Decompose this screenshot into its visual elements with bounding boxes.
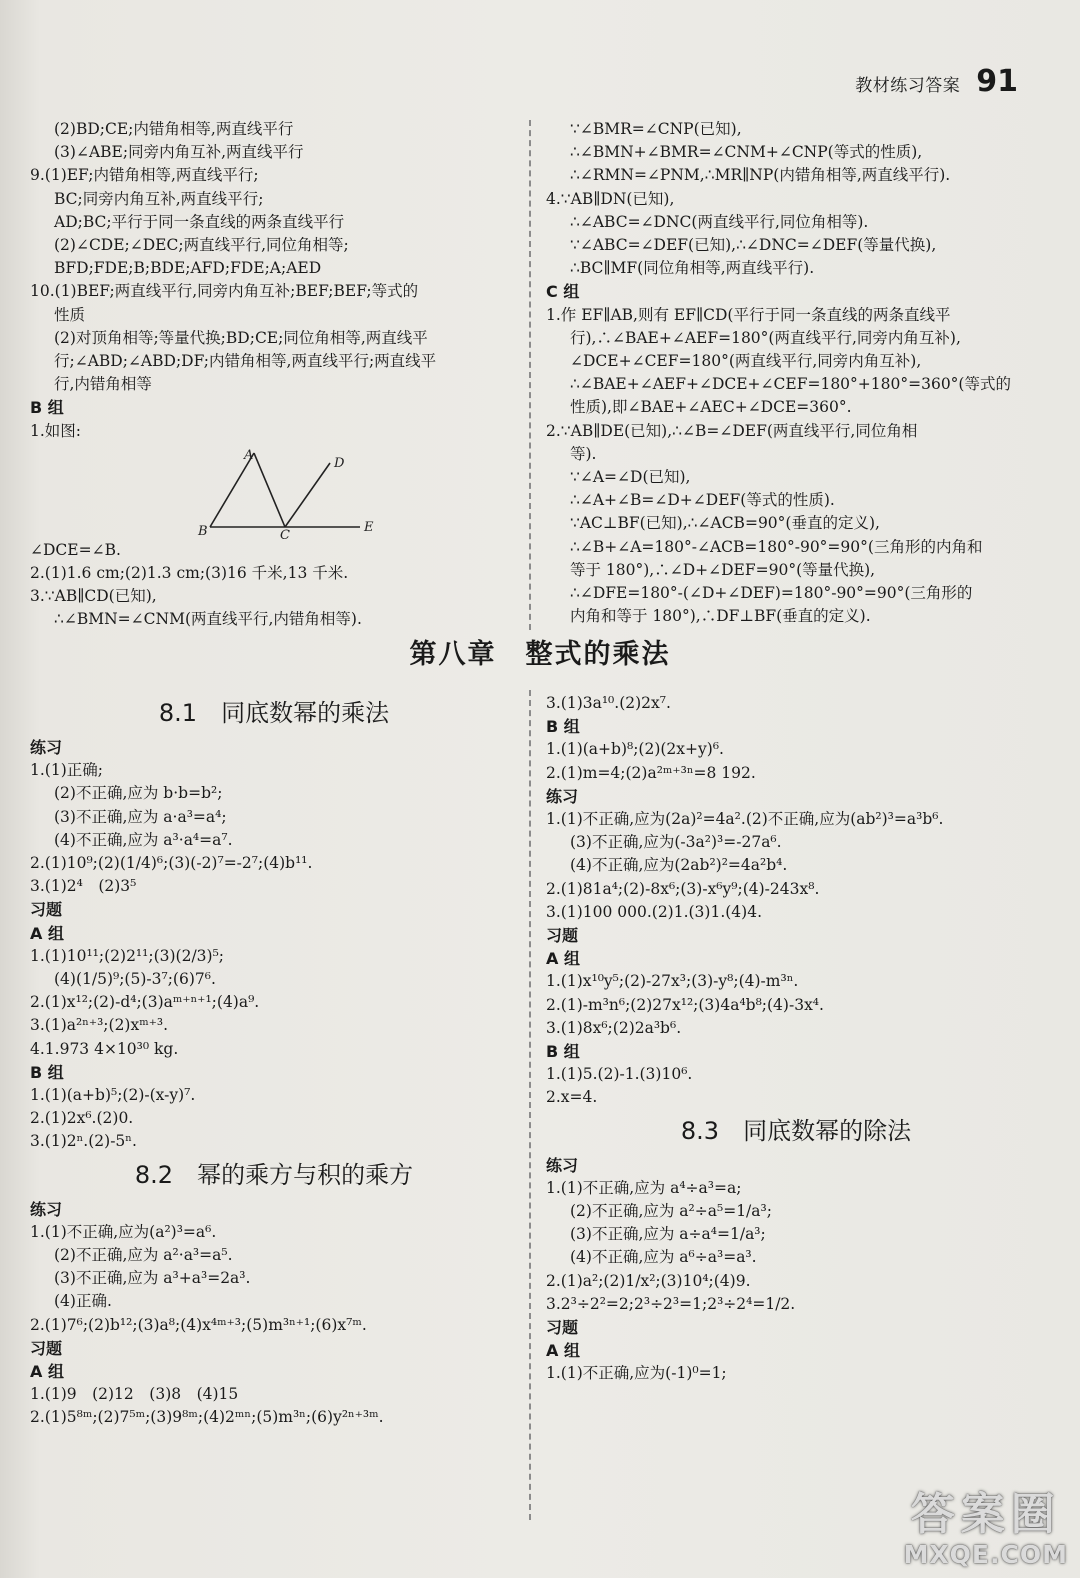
answer-line: (4)不正确,应为 a⁶÷a³=a³. — [570, 1248, 757, 1267]
answer-line: (4)不正确,应为(2ab²)²=4a²b⁴. — [570, 856, 788, 875]
answer-line: (2)不正确,应为 a²÷a⁵=1/a³; — [570, 1202, 772, 1221]
answer-line: 行,内错角相等 — [54, 375, 152, 394]
answer-line: 2.(1)81a⁴;(2)-8x⁶;(3)-x⁶y⁹;(4)-243x⁸. — [546, 879, 820, 898]
answer-line: 4.∵AB∥DN(已知), — [546, 189, 675, 208]
answer-line: 2.(1)m=4;(2)a²ᵐ⁺³ⁿ=8 192. — [546, 763, 756, 782]
subheading: 练习 — [30, 1199, 63, 1219]
answer-line: 内角和等于 180°),∴DF⊥BF(垂直的定义). — [570, 607, 871, 626]
geometry-diagram — [30, 443, 518, 539]
answer-line: 3.(1)3a¹⁰.(2)2x⁷. — [546, 694, 671, 712]
answer-line: (4)正确. — [54, 1292, 112, 1311]
answer-line: 9.(1)EF;内错角相等,两直线平行; — [30, 166, 259, 185]
column-divider-bottom — [529, 690, 531, 1520]
group-heading: B 组 — [546, 717, 580, 737]
segment-cd — [285, 463, 330, 527]
answer-line: 1.如图: — [30, 421, 82, 440]
point-label-a: A — [244, 447, 254, 463]
answer-line: ∴∠BAE+∠AEF+∠DCE+∠CEF=180°+180°=360°(等式的 — [570, 375, 1011, 394]
subheading: 练习 — [546, 786, 579, 806]
section-title: 8.1 同底数幂的乘法 — [158, 699, 390, 727]
answer-line: (2)对顶角相等;等量代换;BD;CE;同位角相等,两直线平 — [54, 328, 428, 347]
column-divider-top — [529, 120, 531, 630]
answer-line: 10.(1)BEF;两直线平行,同旁内角互补;BEF;BEF;等式的 — [30, 282, 419, 301]
subheading: 习题 — [546, 926, 579, 946]
page-number: 91 — [976, 64, 1018, 99]
answer-line: 3.2³÷2²=2;2³÷2³=1;2³÷2⁴=1/2. — [546, 1294, 796, 1313]
answer-line: 1.(1)不正确,应为 a⁴÷a³=a; — [546, 1178, 742, 1197]
watermark-logo-text: 答案圈 — [910, 1489, 1061, 1540]
answer-line: 3.(1)2⁴ (2)3⁵ — [30, 877, 137, 896]
section-title: 8.2 幂的乘方与积的乘方 — [134, 1160, 414, 1189]
answer-line: 2.(1)-m³n⁶;(2)27x¹²;(3)4a⁴b⁸;(4)-3x⁴. — [546, 995, 824, 1014]
answer-line: ∵∠ABC=∠DEF(已知),∴∠DNC=∠DEF(等量代换), — [570, 236, 937, 255]
answer-line: ∴∠B+∠A=180°-∠ACB=180°-90°=90°(三角形的内角和 — [570, 537, 983, 556]
answer-line: 1.(1)9 (2)12 (3)8 (4)15 — [30, 1385, 239, 1404]
answer-line: 3.(1)a²ⁿ⁺³;(2)xᵐ⁺³. — [30, 1016, 169, 1035]
subheading: 练习 — [546, 1155, 579, 1175]
answer-line: 1.(1)不正确,应为(-1)⁰=1; — [546, 1364, 727, 1383]
answer-line: (4)(1/5)⁹;(5)-3⁷;(6)7⁶. — [54, 970, 216, 989]
header-label: 教材练习答案 — [855, 76, 961, 96]
answer-line: 2.(1)1.6 cm;(2)1.3 cm;(3)16 千米,13 千米. — [30, 564, 349, 583]
segment-ba — [210, 453, 254, 527]
answer-line: 1.(1)正确; — [30, 761, 103, 780]
answer-line: ∵∠BMR=∠CNP(已知), — [570, 120, 742, 138]
group-heading: C 组 — [546, 282, 580, 302]
group-heading: A 组 — [546, 1341, 580, 1361]
answer-line: 行),∴∠BAE+∠AEF=180°(两直线平行,同旁内角互补), — [570, 328, 961, 347]
group-heading: A 组 — [546, 949, 580, 969]
point-label-d: D — [334, 455, 345, 471]
answer-line: ∴∠ABC=∠DNC(两直线平行,同位角相等). — [570, 212, 869, 231]
top-left-column — [30, 118, 518, 632]
bottom-right-column — [546, 692, 1046, 1386]
answer-line: 等). — [570, 444, 597, 463]
answer-line: 4.1.973 4×10³⁰ kg. — [30, 1039, 179, 1058]
subheading: 习题 — [30, 1338, 63, 1358]
point-label-e: E — [364, 519, 374, 535]
answer-line: ∠DCE+∠CEF=180°(两直线平行,同旁内角互补), — [570, 352, 922, 371]
answer-line: 2.(1)a²;(2)1/x²;(3)10⁴;(4)9. — [546, 1271, 751, 1290]
answer-line: ∴∠BMN+∠BMR=∠CNM+∠CNP(等式的性质), — [570, 143, 923, 162]
answer-line: ∴∠A+∠B=∠D+∠DEF(等式的性质). — [570, 491, 835, 510]
group-heading: A 组 — [30, 1362, 64, 1382]
answer-line: (3)不正确,应为(-3a²)³=-27a⁶. — [570, 833, 782, 852]
answer-line: (2)∠CDE;∠DEC;两直线平行,同位角相等; — [54, 236, 349, 255]
answer-line: (3)∠ABE;同旁内角互补,两直线平行 — [54, 143, 304, 162]
page-header — [855, 64, 1018, 99]
answer-line: (4)不正确,应为 a³·a⁴=a⁷. — [54, 830, 233, 849]
answer-line: ∴∠DFE=180°-(∠D+∠DEF)=180°-90°=90°(三角形的 — [570, 584, 973, 603]
parallel-lines-figure — [30, 443, 518, 539]
answer-line: BC;同旁内角互补,两直线平行; — [54, 189, 264, 208]
answer-line: 2.x=4. — [546, 1088, 598, 1107]
point-label-c: C — [280, 527, 290, 539]
answer-line: 2.(1)2x⁶.(2)0. — [30, 1109, 134, 1128]
answer-line: 3.(1)8x⁶;(2)2a³b⁶. — [546, 1018, 682, 1037]
answer-line: 1.(1)5.(2)-1.(3)10⁶. — [546, 1065, 693, 1084]
answer-line: 2.(1)5⁸ᵐ;(2)7⁵ᵐ;(3)9⁸ᵐ;(4)2ᵐⁿ;(5)m³ⁿ;(6)y²ⁿ⁺³ᵐ. — [30, 1408, 384, 1427]
chapter-title: 第八章 整式的乘法 — [409, 639, 671, 670]
answer-line: (3)不正确,应为 a³+a³=2a³. — [54, 1269, 251, 1288]
answer-line: 1.作 EF∥AB,则有 EF∥CD(平行于同一条直线的两条直线平 — [546, 305, 951, 324]
answer-line: 1.(1)(a+b)⁵;(2)-(x-y)⁷. — [30, 1086, 196, 1105]
answer-line: 2.(1)10⁹;(2)(1/4)⁶;(3)(-2)⁷=-2⁷;(4)b¹¹. — [30, 854, 313, 873]
answer-line: 3.(1)100 000.(2)1.(3)1.(4)4. — [546, 902, 763, 921]
answer-line: 3.(1)2ⁿ.(2)-5ⁿ. — [30, 1132, 137, 1151]
answer-line: (2)BD;CE;内错角相等,两直线平行 — [54, 120, 294, 138]
answer-line: 1.(1)不正确,应为(a²)³=a⁶. — [30, 1222, 217, 1241]
segment-ac — [254, 453, 285, 527]
group-heading: A 组 — [30, 923, 64, 943]
answer-line: 2.∵AB∥DE(已知),∴∠B=∠DEF(两直线平行,同位角相 — [546, 421, 918, 440]
answer-line: 等于 180°),∴∠D+∠DEF=90°(等量代换), — [570, 560, 876, 579]
subheading: 习题 — [546, 1318, 579, 1338]
answer-line: 1.(1)x¹⁰y⁵;(2)-27x³;(3)-y⁸;(4)-m³ⁿ. — [546, 972, 799, 991]
group-heading: B 组 — [30, 1062, 64, 1082]
top-right-column — [546, 118, 1046, 628]
answer-line: 性质),即∠BAE+∠AEC+∠DCE=360°. — [570, 398, 852, 417]
answer-line: ∵∠A=∠D(已知), — [570, 468, 691, 487]
answer-line: 3.∵AB∥CD(已知), — [30, 587, 157, 606]
answer-line: 1.(1)(a+b)⁸;(2)(2x+y)⁶. — [546, 740, 724, 759]
answer-line: 2.(1)7⁶;(2)b¹²;(3)a⁸;(4)x⁴ᵐ⁺³;(5)m³ⁿ⁺¹;(6)x⁷ᵐ. — [30, 1315, 367, 1334]
watermark-domain: MXQE.COM — [903, 1540, 1068, 1569]
bottom-left-column — [30, 692, 518, 1430]
answer-line: 行;∠ABD;∠ABD;DF;内错角相等,两直线平行;两直线平 — [54, 352, 437, 371]
answer-line: ∠DCE=∠B. — [30, 540, 121, 559]
answer-line: ∴∠BMN=∠CNM(两直线平行,内错角相等). — [54, 610, 362, 629]
answer-line: ∴∠RMN=∠PNM,∴MR∥NP(内错角相等,两直线平行). — [570, 166, 951, 185]
site-watermark — [904, 1490, 1068, 1570]
group-heading: B 组 — [30, 398, 64, 418]
section-title: 8.3 同底数幂的除法 — [680, 1116, 912, 1145]
answer-line: AD;BC;平行于同一条直线的两条直线平行 — [54, 212, 345, 231]
answer-line: 性质 — [54, 305, 86, 324]
answer-line: (2)不正确,应为 a²·a³=a⁵. — [54, 1246, 233, 1265]
answer-line: (2)不正确,应为 b·b=b²; — [54, 784, 223, 803]
answer-line: BFD;FDE;B;BDE;AFD;FDE;A;AED — [54, 259, 322, 278]
answer-line: 1.(1)10¹¹;(2)2¹¹;(3)(2/3)⁵; — [30, 946, 225, 965]
answer-line: (3)不正确,应为 a÷a⁴=1/a³; — [570, 1225, 766, 1244]
subheading: 练习 — [30, 738, 63, 757]
answer-line: ∴BC∥MF(同位角相等,两直线平行). — [570, 259, 815, 278]
point-label-b: B — [198, 523, 208, 539]
answer-line: 2.(1)x¹²;(2)-d⁴;(3)aᵐ⁺ⁿ⁺¹;(4)a⁹. — [30, 993, 260, 1012]
answer-line: 1.(1)不正确,应为(2a)²=4a².(2)不正确,应为(ab²)³=a³b⁶. — [546, 810, 944, 829]
subheading: 习题 — [30, 900, 63, 920]
answer-line: ∵AC⊥BF(已知),∴∠ACB=90°(垂直的定义), — [570, 514, 880, 533]
answer-line: (3)不正确,应为 a·a³=a⁴; — [54, 807, 227, 826]
group-heading: B 组 — [546, 1042, 580, 1062]
